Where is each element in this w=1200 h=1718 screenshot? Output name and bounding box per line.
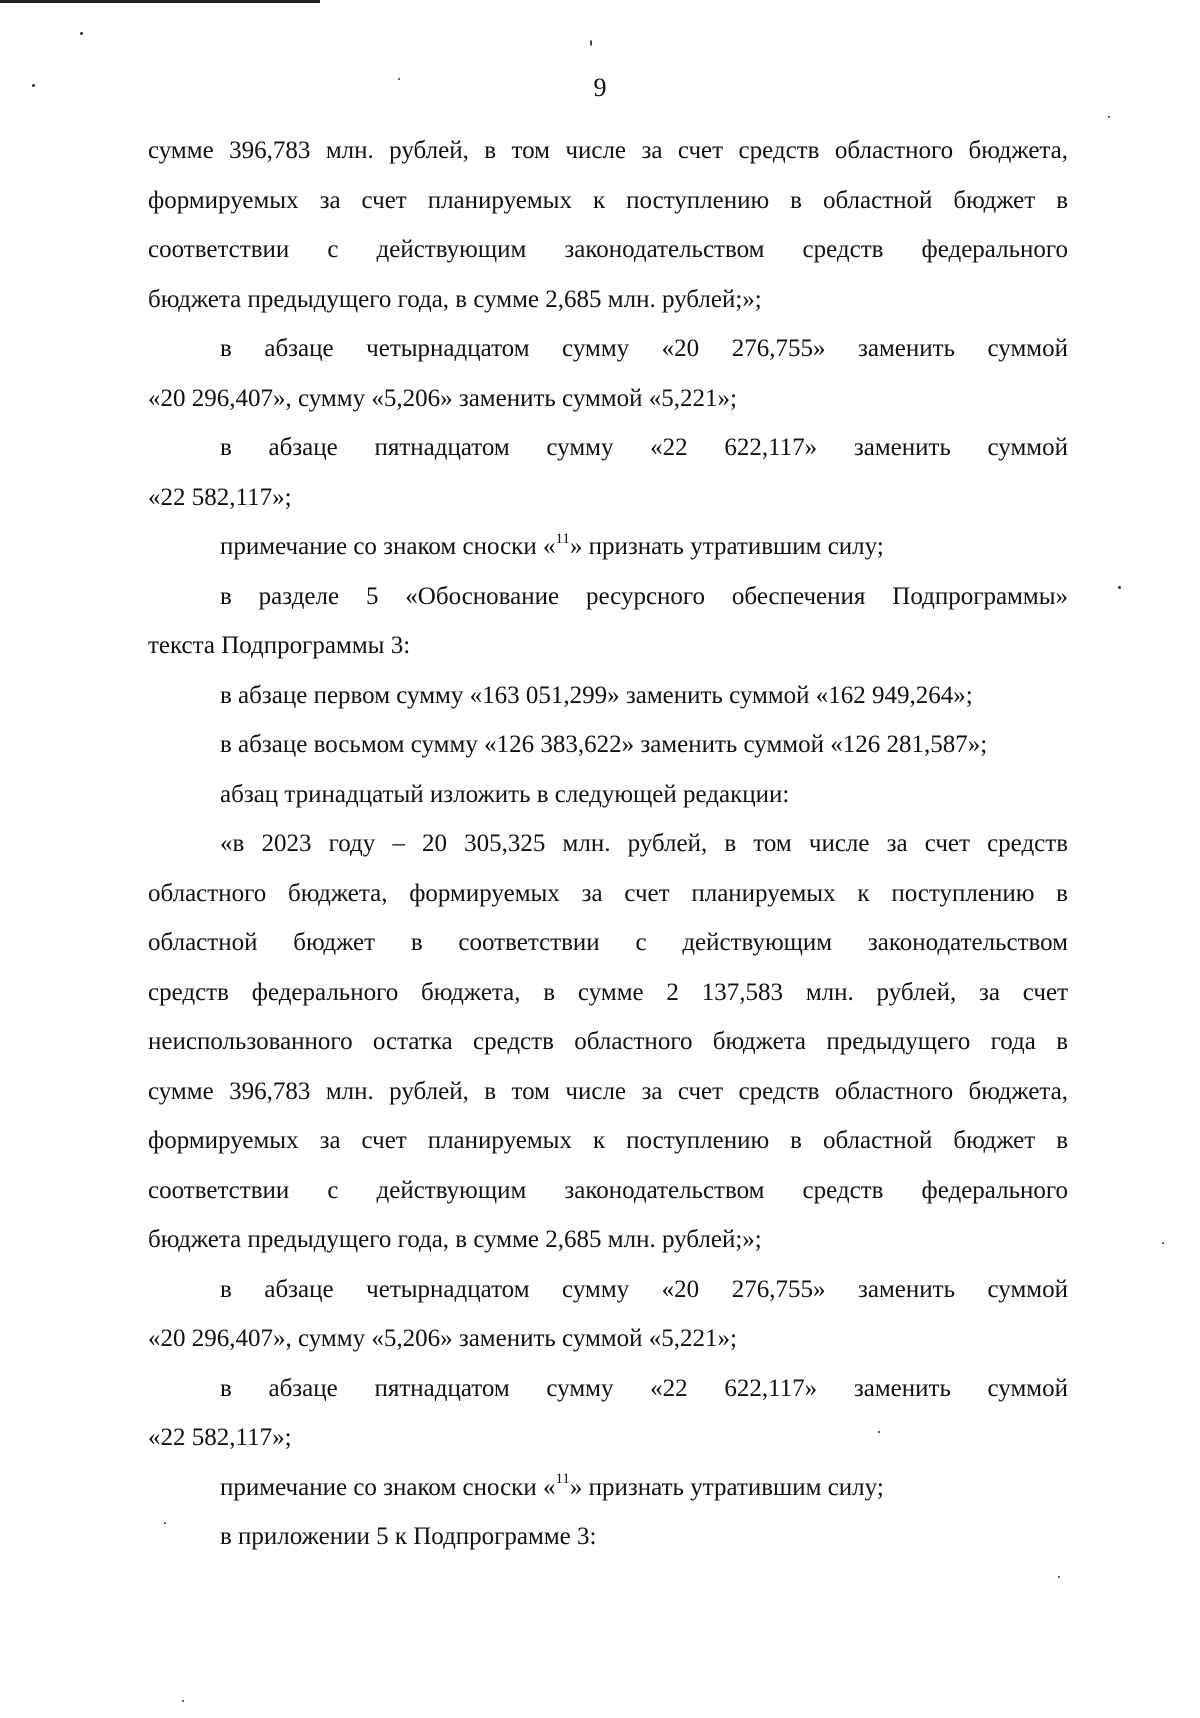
text-line-content: формируемых за счет планируемых к поступлению в областной бюджет в: [148, 186, 1068, 214]
text-line-content: примечание со знаком сноски «: [220, 1473, 556, 1501]
text-line: [148, 621, 1068, 671]
text-line-continuation: » признать утратившим силу;: [569, 1473, 884, 1501]
text-line: [148, 720, 1068, 770]
text-line: [148, 374, 1068, 424]
scan-edge-line: [0, 0, 320, 3]
text-line: [148, 275, 1068, 325]
scan-speck: [878, 1431, 880, 1433]
text-line: [148, 473, 1068, 523]
document-body: [148, 126, 1068, 1562]
footnote-mark: 11: [555, 530, 570, 547]
text-line-content: в абзаце четырнадцатом сумму «20 276,755» заменить суммой: [220, 335, 1068, 362]
text-line: [148, 1215, 1068, 1265]
text-line-content: в абзаце пятнадцатом сумму «22 622,117» заменить суммой: [220, 1374, 1068, 1402]
text-line-continuation: » признать утратившим силу;: [569, 533, 884, 560]
scan-speck: [1162, 1242, 1164, 1244]
text-line-content: бюджета предыдущего года, в сумме 2,685 млн. рублей;»;: [148, 1226, 762, 1253]
text-line-content: неиспользованного остатка средств областного бюджета предыдущего года в: [148, 1028, 1068, 1055]
page-number: 9: [593, 73, 607, 102]
text-line: [148, 869, 1068, 919]
text-line: [148, 968, 1068, 1018]
text-line: [148, 1265, 1068, 1315]
scan-speck: [182, 1700, 184, 1702]
scan-speck: [398, 78, 400, 80]
footnote-mark: 11: [555, 1471, 570, 1488]
scan-speck: [1108, 116, 1110, 118]
text-line-content: в абзаце четырнадцатом сумму «20 276,755» заменить суммой: [220, 1275, 1068, 1303]
text-line-content: «22 582,117»;: [148, 483, 292, 511]
scan-speck: [32, 84, 35, 87]
text-line-content: в абзаце восьмом сумму «126 383,622» заменить суммой «126 281,587»;: [220, 731, 988, 758]
scan-speck: [164, 1522, 166, 1524]
text-line-content: бюджета предыдущего года, в сумме 2,685 млн. рублей;»;: [148, 285, 762, 313]
text-line: [148, 671, 1068, 721]
text-line: [148, 1116, 1068, 1166]
text-line: [148, 324, 1068, 374]
text-line-content: в абзаце пятнадцатом сумму «22 622,117» заменить суммой: [220, 434, 1068, 461]
text-line: [148, 1166, 1068, 1216]
scan-speck: [80, 32, 83, 35]
text-line-content: «22 582,117»;: [148, 1424, 292, 1451]
text-line: [148, 572, 1068, 622]
text-line-content: «20 296,407», сумму «5,206» заменить суммой «5,221»;: [148, 384, 737, 412]
text-line: [148, 1463, 1068, 1513]
text-line: [148, 1413, 1068, 1463]
scan-speck: [590, 40, 592, 46]
text-line: [148, 225, 1068, 275]
text-line-content: текста Подпрограммы 3:: [148, 632, 411, 659]
text-line-content: соответствии с действующим законодательством средств федерального: [148, 236, 1068, 263]
text-line-content: сумме 396,783 млн. рублей, в том числе за счет средств областного бюджета,: [148, 137, 1068, 164]
text-line-content: абзац тринадцатый изложить в следующей редакции:: [220, 780, 790, 808]
text-line: [148, 1067, 1068, 1117]
text-line-content: средств федерального бюджета, в сумме 2 137,583 млн. рублей, за счет: [148, 978, 1068, 1006]
text-line: [148, 126, 1068, 176]
text-line-content: сумме 396,783 млн. рублей, в том числе за счет средств областного бюджета,: [148, 1077, 1068, 1105]
scan-speck: [1058, 1576, 1060, 1578]
text-line: [148, 1017, 1068, 1067]
text-line: [148, 770, 1068, 820]
text-line: [148, 1314, 1068, 1364]
text-line: [148, 819, 1068, 869]
text-line-content: соответствии с действующим законодательством средств федерального: [148, 1176, 1068, 1204]
text-line-content: «в 2023 году – 20 305,325 млн. рублей, в том числе за счет средств: [220, 830, 1068, 857]
text-line-content: в абзаце первом сумму «163 051,299» заменить суммой «162 949,264»;: [220, 681, 973, 709]
text-line: [148, 1364, 1068, 1414]
text-line-content: областного бюджета, формируемых за счет планируемых к поступлению в: [148, 879, 1068, 907]
text-line: [148, 522, 1068, 572]
text-line-content: примечание со знаком сноски «: [220, 533, 556, 560]
text-line-content: областной бюджет в соответствии с действующим законодательством: [148, 929, 1068, 956]
text-line-content: формируемых за счет планируемых к поступлению в областной бюджет в: [148, 1127, 1068, 1154]
text-line: [148, 918, 1068, 968]
scan-speck: [1118, 586, 1121, 589]
text-line-content: в разделе 5 «Обоснование ресурсного обеспечения Подпрограммы»: [220, 582, 1068, 610]
text-line: [148, 176, 1068, 226]
text-line-content: в приложении 5 к Подпрограмме 3:: [220, 1523, 597, 1550]
text-line: [148, 423, 1068, 473]
text-line: [148, 1512, 1068, 1562]
text-line-content: «20 296,407», сумму «5,206» заменить суммой «5,221»;: [148, 1325, 737, 1352]
